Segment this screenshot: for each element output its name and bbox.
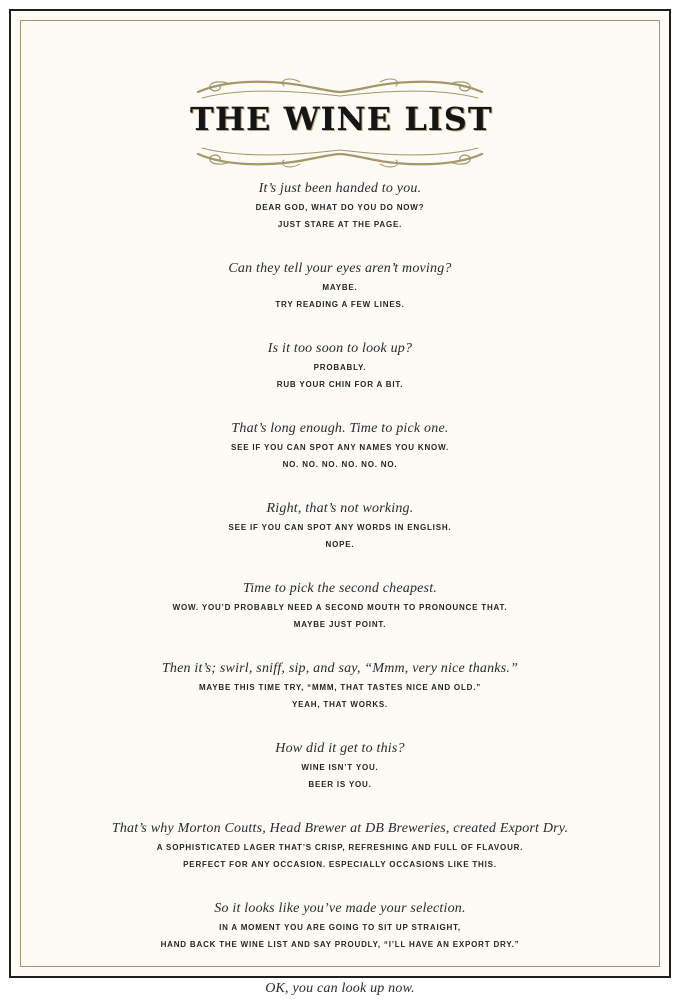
stanza — [30, 739, 650, 793]
script-line: OK, you can look up now. — [265, 981, 415, 996]
caps-line: IN A MOMENT YOU ARE GOING TO SIT UP STRAIGHT, — [219, 923, 461, 932]
title-header — [190, 74, 493, 170]
stanza — [30, 819, 650, 873]
caps-line: PERFECT FOR ANY OCCASION. ESPECIALLY OCCASIONS LIKE THIS. — [183, 860, 497, 869]
poem-body — [30, 179, 650, 999]
stanza — [30, 419, 650, 473]
caps-line: SEE IF YOU CAN SPOT ANY NAMES YOU KNOW. — [230, 443, 450, 452]
script-line: Right, that’s not working. — [266, 501, 414, 516]
stanza — [30, 179, 650, 233]
caps-line: RUB YOUR CHIN FOR A BIT. — [276, 380, 404, 389]
caps-line: MAYBE JUST POINT. — [293, 620, 387, 629]
stanza — [30, 979, 650, 999]
stanza — [30, 899, 650, 953]
script-line: Time to pick the second cheapest. — [243, 581, 437, 596]
caps-line: WINE ISN’T YOU. — [301, 763, 379, 772]
script-line: Then it’s; swirl, sniff, sip, and say, “Mmm, very nice thanks.” — [161, 661, 519, 676]
stanza — [30, 499, 650, 553]
caps-line: A SOPHISTICATED LAGER THAT’S CRISP, REFRESHING AND FULL OF FLAVOUR. — [156, 843, 524, 852]
caps-line: NOPE. — [325, 540, 355, 549]
stanza — [30, 579, 650, 633]
script-line: How did it get to this? — [275, 741, 405, 756]
caps-line: JUST STARE AT THE PAGE. — [277, 220, 403, 229]
caps-line: BEER IS YOU. — [308, 780, 372, 789]
caps-line: NO. NO. NO. NO. NO. NO. — [282, 460, 398, 469]
script-line: That’s long enough. Time to pick one. — [231, 421, 449, 436]
page-title: THE WINE LIST — [190, 100, 493, 138]
caps-line: YEAH, THAT WORKS. — [291, 700, 389, 709]
caps-line: TRY READING A FEW LINES. — [275, 300, 405, 309]
caps-line: DEAR GOD, WHAT DO YOU DO NOW? — [255, 203, 425, 212]
caps-line: PROBABLY. — [313, 363, 367, 372]
caps-line: WOW. YOU’D PROBABLY NEED A SECOND MOUTH TO PRONOUNCE THAT. — [172, 603, 508, 612]
script-line: That’s why Morton Coutts, Head Brewer at DB Breweries, created Export Dry. — [111, 821, 569, 836]
stanza — [30, 259, 650, 313]
script-line: So it looks like you’ve made your selection. — [214, 901, 466, 916]
caps-line: MAYBE THIS TIME TRY, “MMM, THAT TASTES NICE AND OLD.” — [198, 683, 482, 692]
stanza — [30, 659, 650, 713]
script-line: It’s just been handed to you. — [258, 181, 422, 196]
stanza — [30, 339, 650, 393]
caps-line: MAYBE. — [322, 283, 358, 292]
caps-line: SEE IF YOU CAN SPOT ANY WORDS IN ENGLISH. — [228, 523, 452, 532]
caps-line: HAND BACK THE WINE LIST AND SAY PROUDLY, “I’LL HAVE AN EXPORT DRY.” — [160, 940, 520, 949]
script-line: Is it too soon to look up? — [267, 341, 413, 356]
script-line: Can they tell your eyes aren’t moving? — [228, 261, 452, 276]
